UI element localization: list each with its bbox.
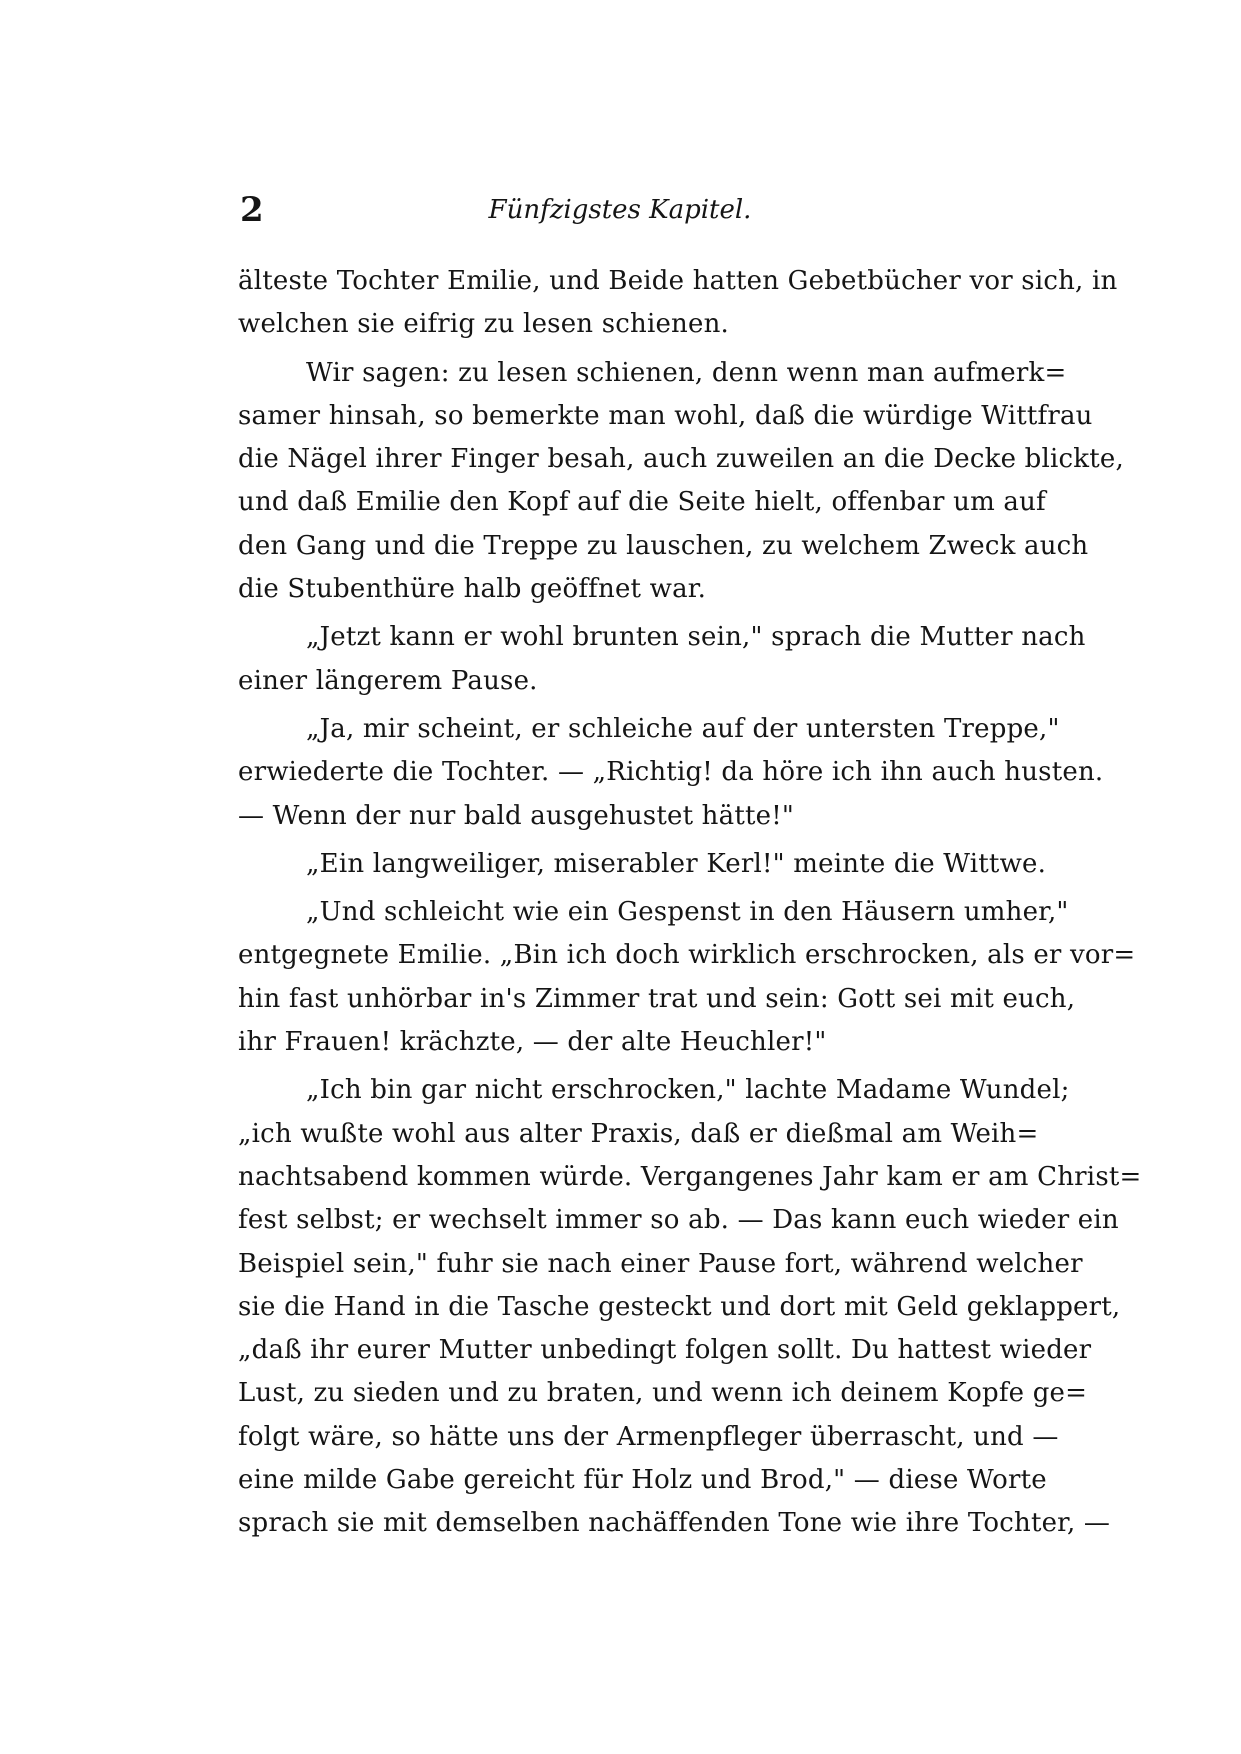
text-line: hin fast unhörbar in's Zimmer trat und sein: Gott sei mit euch, [238,983,1076,1014]
text-line: sie die Hand in die Tasche gesteckt und dort mit Geld geklappert, [238,1291,1121,1322]
text-line: einer längerem Pause. [238,665,538,696]
text-line: fest selbst; er wechselt immer so ab. — Das kann euch wieder ein [238,1205,1119,1236]
body-text [238,260,1142,1551]
text-line: die Nägel ihrer Finger besah, auch zuweilen an die Decke blickte, [238,444,1124,475]
text-line: „Ja, mir scheint, er schleiche auf der untersten Treppe," [306,713,1060,744]
paragraph [238,352,1124,612]
text-line: ihr Frauen! krächzte, — der alte Heuchler!" [238,1027,827,1058]
text-line: „ich wußte wohl aus alter Praxis, daß er dießmal am Weih= [238,1118,1039,1149]
text-line: „Ein langweiliger, miserabler Kerl!" meinte die Wittwe. [306,848,1047,879]
text-line: sprach sie mit demselben nachäffenden Tone wie ihre Tochter, — [238,1508,1111,1539]
paragraph [238,1069,1142,1545]
text-line: älteste Tochter Emilie, und Beide hatten Gebetbücher vor sich, in [238,266,1118,296]
text-line: welchen sie eifrig zu lesen schienen. [238,309,729,340]
page-header [240,190,1000,230]
text-line: „Und schleicht wie ein Gespenst in den Häusern umher," [306,897,1069,928]
paragraph [238,891,1136,1064]
paragraph [238,708,1104,838]
text-line: — Wenn der nur bald ausgehustet hätte!" [238,800,795,831]
text-line: folgt wäre, so hätte uns der Armenpfleger überrascht, und — [238,1421,1059,1452]
text-line: die Stubenthüre halb geöffnet war. [238,574,707,605]
paragraph [238,843,1047,886]
text-line: und daß Emilie den Kopf auf die Seite hielt, offenbar um auf [238,487,1046,518]
text-line: den Gang und die Treppe zu lauschen, zu welchem Zweck auch [238,530,1089,561]
text-line: eine milde Gabe gereicht für Holz und Brod," — diese Worte [238,1465,1047,1496]
text-line: Wir sagen: zu lesen schienen, denn wenn man aufmerk= [306,357,1067,388]
text-line: samer hinsah, so bemerkte man wohl, daß die würdige Wittfrau [238,400,1093,431]
running-head: Fünfzigstes Kapitel. [488,195,752,225]
text-line: Lust, zu sieden und zu braten, und wenn ich deinem Kopfe ge= [238,1378,1088,1409]
text-line: erwiederte die Tochter. — „Richtig! da höre ich ihn auch husten. [238,757,1104,788]
text-line: entgegnete Emilie. „Bin ich doch wirklich erschrocken, als er vor= [238,940,1136,971]
page-number: 2 [240,190,264,230]
text-line: „Ich bin gar nicht erschrocken," lachte Madame Wundel; [306,1075,1070,1106]
text-line: Beispiel sein," fuhr sie nach einer Pause fort, während welcher [238,1248,1083,1279]
text-line: „daß ihr eurer Mutter unbedingt folgen sollt. Du hattest wieder [238,1335,1092,1366]
text-line: nachtsabend kommen würde. Vergangenes Jahr kam er am Christ= [238,1161,1142,1192]
paragraph [238,616,1086,703]
paragraph [238,260,1118,347]
text-line: „Jetzt kann er wohl brunten sein," sprach die Mutter nach [306,622,1086,653]
